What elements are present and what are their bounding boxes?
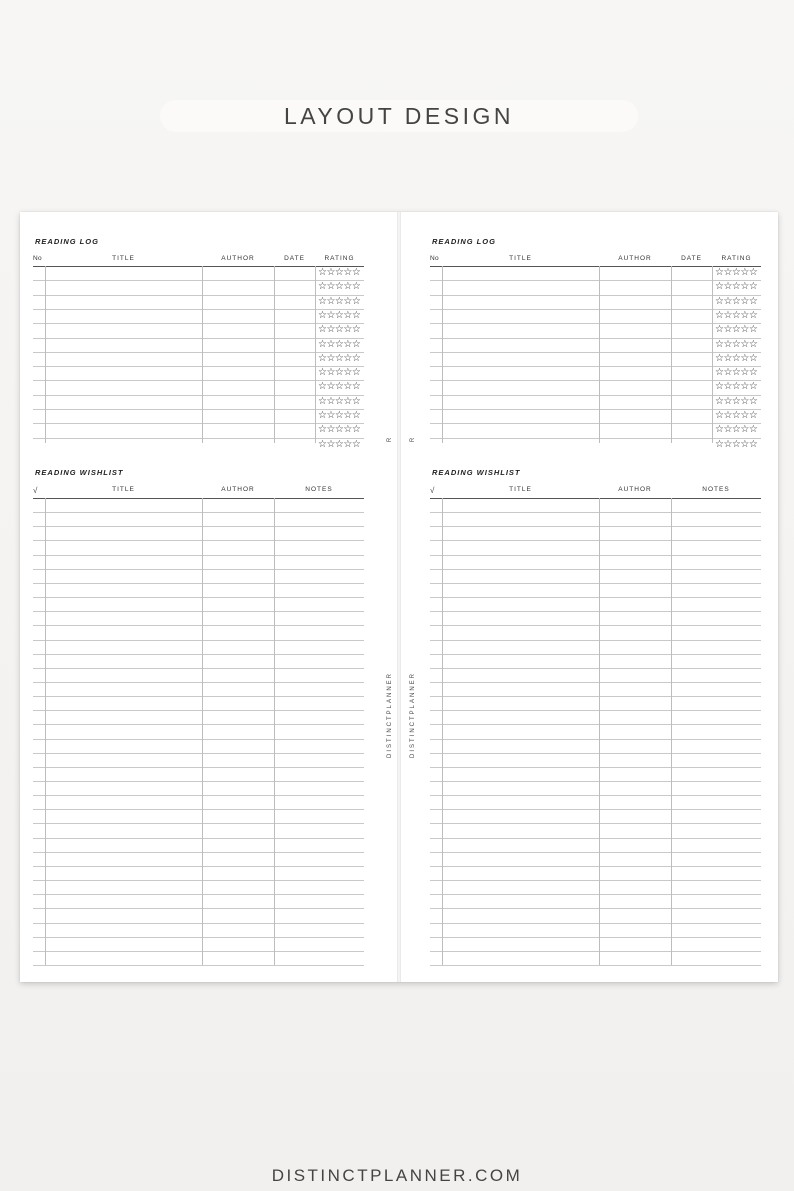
rating-stars[interactable]: ☆☆☆☆☆ [318,381,361,393]
reading-wishlist-row-line[interactable] [430,682,761,683]
reading-wishlist-row-line[interactable] [33,965,364,966]
reading-wishlist-header-rule [33,498,364,499]
side-brand-text: DISTINCTPLANNER [387,672,393,759]
reading-wishlist-row-line[interactable] [33,583,364,584]
reading-wishlist-column-divider [599,498,600,965]
reading-wishlist-column-header: √ [430,486,436,495]
rating-stars[interactable]: ☆☆☆☆☆ [318,338,361,350]
reading-wishlist-row-line[interactable] [430,908,761,909]
rating-stars[interactable]: ☆☆☆☆☆ [318,410,361,421]
reading-wishlist-row-line[interactable] [430,640,761,641]
reading-wishlist-column-header: TITLE [112,486,135,493]
reading-wishlist-row-line[interactable] [430,838,761,839]
reading-wishlist-row-line[interactable] [430,866,761,867]
reading-wishlist-row-line[interactable] [430,951,761,952]
reading-log-column-divider [671,266,672,443]
reading-wishlist-row-line[interactable] [430,937,761,938]
reading-wishlist-row-line[interactable] [33,555,364,556]
reading-log-column-divider [202,266,203,443]
reading-log-column-header: No [33,255,42,262]
rating-stars[interactable]: ☆☆☆☆☆ [715,267,758,278]
layout-design-heading [160,100,638,132]
reading-wishlist-column-header: √ [33,486,39,495]
reading-wishlist-title: READING WISHLIST [35,468,124,477]
side-mark: R [387,437,394,443]
reading-wishlist-row-line[interactable] [33,540,364,541]
reading-wishlist-row-line[interactable] [33,526,364,527]
reading-wishlist-row-line[interactable] [430,668,761,669]
reading-wishlist-row-line[interactable] [33,951,364,952]
reading-wishlist-row-line[interactable] [430,880,761,881]
reading-log-column-header: RATING [324,255,355,262]
reading-log-column-divider [712,266,713,443]
reading-wishlist-title: READING WISHLIST [432,468,521,477]
rating-stars[interactable]: ☆☆☆☆☆ [318,324,361,336]
rating-stars[interactable]: ☆☆☆☆☆ [715,338,758,350]
reading-log-column-header: TITLE [112,255,135,262]
reading-wishlist-row-line[interactable] [33,923,364,924]
rating-stars[interactable]: ☆☆☆☆☆ [318,295,361,307]
reading-wishlist-row-line[interactable] [33,611,364,612]
reading-wishlist-row-line[interactable] [430,795,761,796]
rating-stars[interactable]: ☆☆☆☆☆ [715,367,758,379]
reading-wishlist-row-line[interactable] [33,852,364,853]
rating-stars[interactable]: ☆☆☆☆☆ [715,424,758,436]
reading-wishlist-row-line[interactable] [33,625,364,626]
reading-wishlist-row-line[interactable] [33,696,364,697]
reading-wishlist-row-line[interactable] [430,724,761,725]
site-url: DISTINCTPLANNER.COM [271,1166,523,1185]
reading-wishlist-row-line[interactable] [33,894,364,895]
rating-stars[interactable]: ☆☆☆☆☆ [715,352,758,364]
rating-stars[interactable]: ☆☆☆☆☆ [715,281,758,293]
rating-stars[interactable]: ☆☆☆☆☆ [715,381,758,393]
reading-wishlist-row-line[interactable] [430,597,761,598]
reading-wishlist-column-header: AUTHOR [221,486,255,493]
reading-wishlist-row-line[interactable] [33,640,364,641]
reading-log-column-divider [315,266,316,443]
rating-stars-partial: ☆☆☆☆☆ [318,438,361,450]
reading-wishlist-column-header: NOTES [305,486,333,493]
center-fold [397,212,401,982]
reading-wishlist-row-line[interactable] [33,795,364,796]
reading-wishlist-row-line[interactable] [33,512,364,513]
reading-wishlist-row-line[interactable] [430,512,761,513]
reading-wishlist-row-line[interactable] [33,597,364,598]
reading-wishlist-row-line[interactable] [33,569,364,570]
reading-wishlist-row-line[interactable] [33,682,364,683]
reading-wishlist-row-line[interactable] [33,823,364,824]
heading-text: LAYOUT DESIGN [284,102,514,129]
reading-wishlist-column-divider [45,498,46,965]
reading-wishlist-row-line[interactable] [33,809,364,810]
reading-log-column-divider [45,266,46,443]
reading-wishlist-row-line[interactable] [430,625,761,626]
reading-wishlist-row-line[interactable] [430,611,761,612]
reading-wishlist-column-header: AUTHOR [618,486,652,493]
rating-stars[interactable]: ☆☆☆☆☆ [318,309,361,321]
rating-stars[interactable]: ☆☆☆☆☆ [318,367,361,379]
planner-spread [20,212,778,982]
rating-stars[interactable]: ☆☆☆☆☆ [715,309,758,321]
reading-log-column-header: DATE [681,255,702,262]
reading-wishlist-row-line[interactable] [33,880,364,881]
reading-log-column-header: AUTHOR [618,255,652,262]
reading-wishlist-row-line[interactable] [430,583,761,584]
reading-wishlist-row-line[interactable] [33,739,364,740]
reading-wishlist-row-line[interactable] [430,739,761,740]
reading-wishlist-row-line[interactable] [430,569,761,570]
rating-stars[interactable]: ☆☆☆☆☆ [715,295,758,307]
reading-log-column-divider [274,266,275,443]
rating-stars[interactable]: ☆☆☆☆☆ [318,424,361,436]
reading-wishlist-row-line[interactable] [33,724,364,725]
rating-stars[interactable]: ☆☆☆☆☆ [318,395,361,407]
reading-wishlist-row-line[interactable] [430,753,761,754]
reading-log-column-header: TITLE [509,255,532,262]
reading-wishlist-row-line[interactable] [33,908,364,909]
reading-log-column-header: No [430,255,439,262]
reading-log-column-header: DATE [284,255,305,262]
reading-wishlist-row-line[interactable] [33,838,364,839]
reading-log-column-divider [442,266,443,443]
reading-wishlist-column-divider [442,498,443,965]
reading-wishlist-row-line[interactable] [430,852,761,853]
reading-wishlist-column-divider [274,498,275,965]
side-mark: R [410,437,417,443]
reading-wishlist-row-line[interactable] [430,710,761,711]
reading-wishlist-row-line[interactable] [33,866,364,867]
reading-wishlist-row-line[interactable] [430,654,761,655]
reading-log-title: READING LOG [35,237,99,246]
reading-wishlist-column-header: NOTES [702,486,730,493]
reading-wishlist-row-line[interactable] [33,654,364,655]
reading-wishlist-row-line[interactable] [430,540,761,541]
reading-log-column-header: AUTHOR [221,255,255,262]
reading-wishlist-row-line[interactable] [430,809,761,810]
reading-wishlist-row-line[interactable] [430,526,761,527]
reading-wishlist-row-line[interactable] [33,781,364,782]
reading-wishlist-row-line[interactable] [33,668,364,669]
reading-wishlist-row-line[interactable] [430,823,761,824]
reading-wishlist-header-rule [430,498,761,499]
rating-stars[interactable]: ☆☆☆☆☆ [318,352,361,364]
rating-stars[interactable]: ☆☆☆☆☆ [318,281,361,293]
reading-wishlist-row-line[interactable] [430,781,761,782]
side-brand-text: DISTINCTPLANNER [410,672,416,759]
reading-wishlist-row-line[interactable] [430,923,761,924]
reading-log-column-divider [599,266,600,443]
reading-wishlist-row-line[interactable] [33,767,364,768]
reading-wishlist-row-line[interactable] [33,710,364,711]
reading-wishlist-column-header: TITLE [509,486,532,493]
reading-wishlist-row-line[interactable] [430,555,761,556]
reading-log-column-header: RATING [721,255,752,262]
reading-wishlist-column-divider [202,498,203,965]
reading-wishlist-row-line[interactable] [33,753,364,754]
reading-wishlist-row-line[interactable] [33,937,364,938]
reading-wishlist-row-line[interactable] [430,894,761,895]
reading-wishlist-column-divider [671,498,672,965]
rating-stars[interactable]: ☆☆☆☆☆ [318,267,361,278]
rating-stars-partial: ☆☆☆☆☆ [715,438,758,450]
reading-wishlist-row-line[interactable] [430,696,761,697]
reading-log-title: READING LOG [432,237,496,246]
rating-stars[interactable]: ☆☆☆☆☆ [715,395,758,407]
rating-stars[interactable]: ☆☆☆☆☆ [715,324,758,336]
reading-wishlist-row-line[interactable] [430,767,761,768]
rating-stars[interactable]: ☆☆☆☆☆ [715,410,758,421]
reading-wishlist-row-line[interactable] [430,965,761,966]
